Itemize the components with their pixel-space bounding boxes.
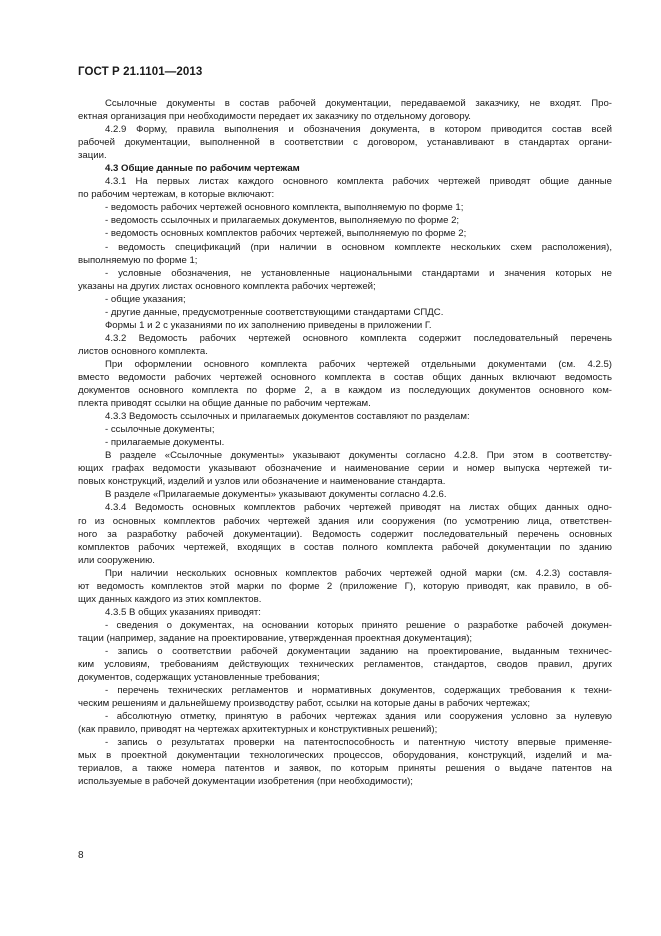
text-line: зации. — [78, 150, 107, 162]
text-line: по рабочим чертежам, в которые включают: — [78, 189, 275, 201]
text-line: вместо ведомости рабочих чертежей основного комплекта в состав общих данных включают ведомость — [78, 371, 612, 383]
text-line: При наличии нескольких основных комплектов рабочих чертежей одной марки (см. 4.2.3) составля- — [105, 567, 612, 579]
text-line: го из основных комплектов рабочих чертежей здания или сооружения (по усмотрению лица, ответствен- — [78, 515, 612, 527]
list-item: - общие указания; — [105, 293, 186, 305]
list-item: - ведомость основных комплектов рабочих чертежей, выполняемую по форме 2; — [105, 228, 467, 240]
text-line: (как правило, приводят на чертежах архитектурных и конструктивных решений); — [78, 724, 438, 736]
text-line: 4.3.3 Ведомость ссылочных и прилагаемых документов составляют по разделам: — [105, 411, 470, 423]
list-item: - ссылочные документы; — [105, 424, 215, 436]
text-line: Ссылочные документы в состав рабочей документации, передаваемой заказчику, не входят. Про- — [105, 98, 612, 109]
text-line: 4.3.2 Ведомость рабочих чертежей основного комплекта содержит последовательный перечень — [105, 332, 612, 344]
text-line: ют ведомость комплектов этой марки по форме 2 (приложение Г), которую приводят, как правило, в об- — [78, 580, 612, 592]
text-line: плекта приводят ссылки на общие данные по рабочим чертежам. — [78, 398, 371, 410]
text-line: В разделе «Прилагаемые документы» указывают документы согласно 4.2.6. — [105, 489, 447, 501]
text-line: комплектов рабочих чертежей, входящих в состав полного комплекта рабочей документации по зданию — [78, 541, 612, 553]
page-number: 8 — [78, 850, 84, 861]
list-item: - ведомость ссылочных и прилагаемых документов, выполняемую по форме 2; — [105, 215, 460, 227]
text-line: тации (например, задание на проектирование, утвержденная проектная документация); — [78, 632, 473, 644]
text-line: ного за разработку рабочей документации). Ведомость содержит последовательный перечень основных — [78, 528, 612, 540]
text-line: или сооружению. — [78, 554, 155, 566]
text-line: указаны на других листах основного комплекта рабочих чертежей; — [78, 280, 376, 292]
text-line: рабочей документации, выполненной в соответствии с договором, устанавливают в стандартах органи- — [78, 137, 612, 149]
text-line: териалов, а также номера патентов и заявок, по которым приняты решения о выдаче патентов на — [78, 763, 612, 775]
list-item: - прилагаемые документы. — [105, 437, 225, 449]
text-line: щих данных каждого из этих комплектов. — [78, 593, 262, 605]
list-item: - перечень технических регламентов и нормативных документов, содержащих требования к техни- — [105, 685, 612, 697]
document-body — [78, 97, 612, 788]
text-line: мых в проектной документации технологических процессов, оборудования, конструкций, изделий и ма- — [78, 750, 612, 762]
document-header: ГОСТ Р 21.1101—2013 — [78, 66, 203, 78]
list-item: - другие данные, предусмотренные соответствующими стандартами СПДС. — [105, 306, 444, 318]
text-line: 4.3.4 Ведомость основных комплектов рабочих чертежей приводят на листах общих данных одно- — [105, 502, 612, 514]
text-line: документов основного комплекта по форме 2, а в каждом из последующих документов основного ком- — [78, 385, 612, 397]
text-line: 4.3.5 В общих указаниях приводят: — [105, 606, 261, 618]
text-line: ким условиям, требованиям действующих технических регламентов, стандартов, сводов правил, других — [78, 659, 612, 671]
list-item: - абсолютную отметку, принятую в рабочих чертежах здания или сооружения условно за нулевую — [105, 711, 612, 723]
text-line: Формы 1 и 2 с указаниями по их заполнению приведены в приложении Г. — [105, 319, 432, 331]
text-line: документов, содержащих установленные требования; — [78, 672, 320, 684]
list-item: - ведомость рабочих чертежей основного комплекта, выполняемую по форме 1; — [105, 202, 464, 214]
text-line: 4.2.9 Форму, правила выполнения и обозначения документа, в котором приводится состав всей — [105, 124, 612, 136]
text-line: При оформлении основного комплекта рабочих чертежей отдельными документами (см. 4.2.5) — [105, 358, 612, 370]
list-item: - запись о результатах проверки на патентоспособность и патентную чистоту впервые применяе- — [105, 737, 612, 749]
text-line: используемые в рабочей документации изобретения (при необходимости); — [78, 776, 413, 788]
list-item: - сведения о документах, на основании которых принято решение о разработке рабочей докумен- — [105, 619, 612, 631]
text-line: ческим решениям и дальнейшему производству работ, ссылки на которые даны в рабочих чертежах; — [78, 698, 531, 710]
text-line: повых конструкций, изделий и узлов или обозначение и наименование стандарта. — [78, 476, 446, 488]
text-line: 4.3.1 На первых листах каждого основного комплекта рабочих чертежей приводят общие данные — [105, 176, 612, 188]
text-line: ющих графах ведомости указывают обозначение и наименование серии и номер выпуска чертежей ти- — [78, 463, 612, 475]
text-line: В разделе «Ссылочные документы» указывают документы согласно 4.2.8. При этом в соответству- — [105, 450, 612, 462]
text-line: ектная организация при необходимости передает их заказчику по отдельному договору. — [78, 111, 471, 123]
text-line: выполняемую по форме 1; — [78, 254, 198, 266]
list-item: - ведомость спецификаций (при наличии в основном комплекте нескольких схем расположения), — [105, 241, 612, 253]
section-heading: 4.3 Общие данные по рабочим чертежам — [105, 163, 300, 175]
text-line: листов основного комплекта. — [78, 345, 208, 357]
list-item: - запись о соответствии рабочей документации заданию на проектирование, выданным техничес- — [105, 645, 612, 657]
list-item: - условные обозначения, не установленные национальными стандартами и значения которых не — [105, 267, 612, 279]
